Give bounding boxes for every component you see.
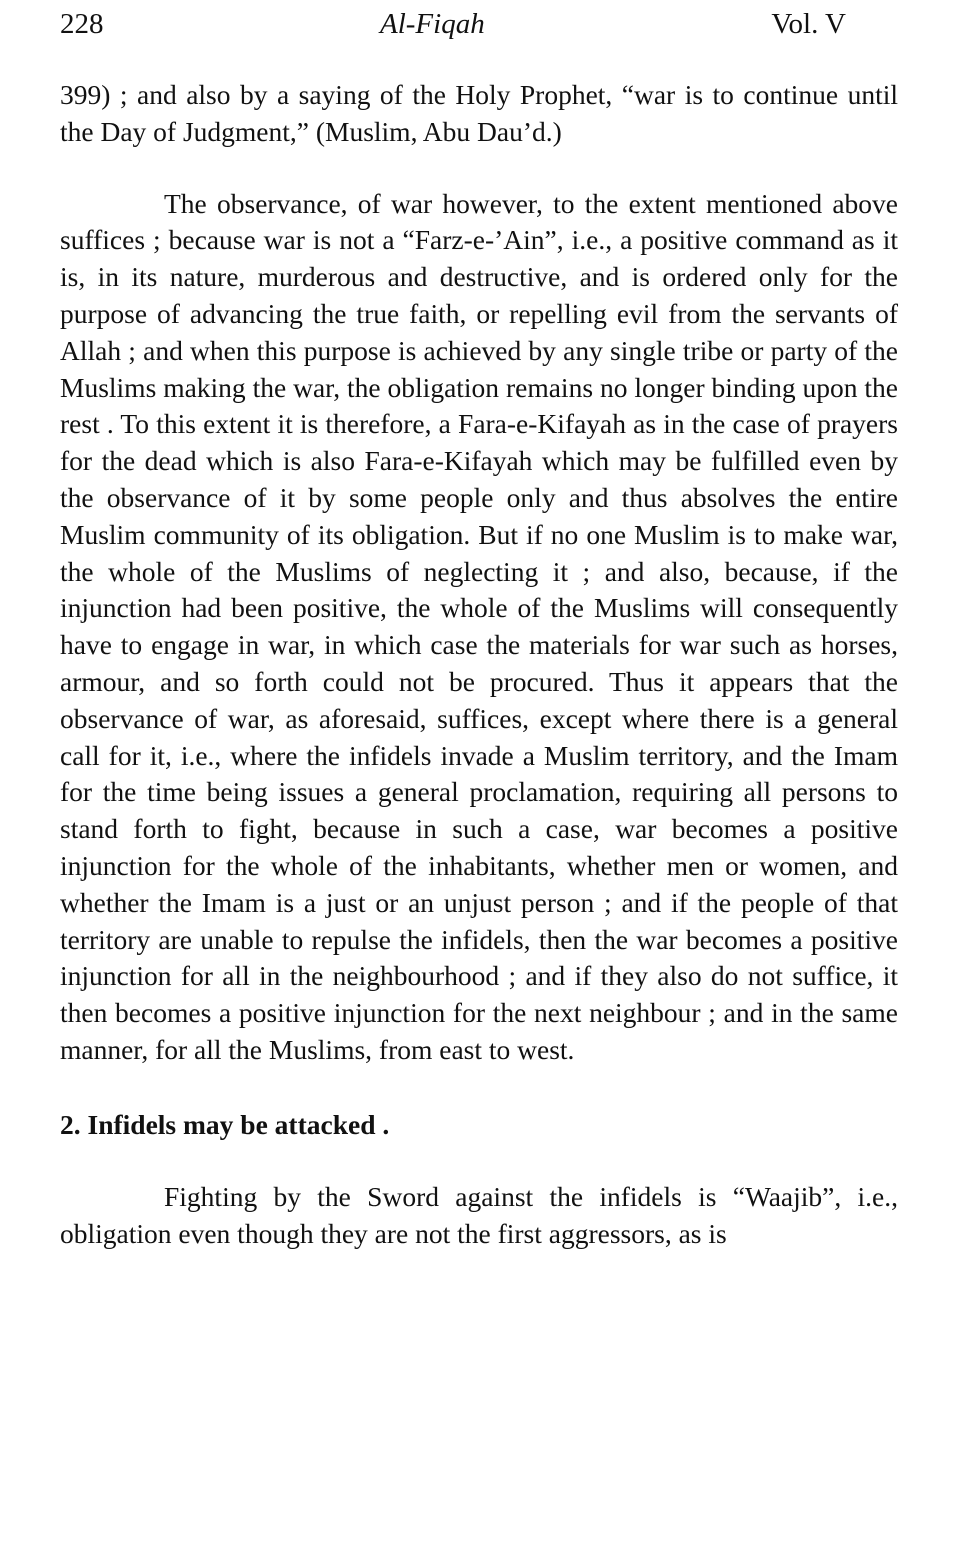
document-page xyxy=(60,0,898,1252)
page-number: 228 xyxy=(60,8,104,40)
volume-label: Vol. V xyxy=(771,8,846,40)
continuation-paragraph: 399) ; and also by a saying of the Holy Prophet, “war is to continue until the Day of Judgment,” (Muslim, Abu Dau’d.) xyxy=(60,79,898,147)
final-paragraph: Fighting by the Sword against the infidels is “Waajib”, i.e., obligation even though they are not the first aggressors, as is xyxy=(60,1180,898,1249)
book-title: Al-Fiqah xyxy=(380,8,485,40)
page-header xyxy=(60,0,898,48)
section-heading: 2. Infidels may be attacked . xyxy=(60,1108,390,1140)
main-paragraph: The observance, of war however, to the extent mentioned above suffices ; because war is not a “Farz-e-’Ain”, i.e., a positive command as it is, in its nature, murderous and destructive, and is ordered only for the purpose of advancing the true faith, or repelling evil from the servants of Allah ; and when this purpose is achieved by any single tribe or party of the Muslims making the war, the obligation remains no longer binding upon the rest . To this extent it is therefore, a Fara-e-Kifayah as in the case of prayers for the dead which is also Fara-e-Kifayah which may be fulfilled even by the observance of it by some people only and thus absolves the entire Muslim community of its obligation. But if no one Muslim is to make war, the whole of the Muslims of neglecting it ; and also, because, if the injunction had been positive, the whole of the Muslims will consequently have to engage in war, in which case the materials for war such as horses, armour, and so forth could not be procured. Thus it appears that the observance of war, as aforesaid, suffices, except where there is a general call for it, i.e., where the infidels invade a Muslim territory, and the Imam for the time being issues a general proclamation, requiring all persons to stand forth to fight, because in such a case, war becomes a positive injunction for the whole of the inhabitants, whether men or women, and whether the Imam is a just or an unjust person ; and if the people of that territory are unable to repulse the infidels, then the war becomes a positive injunction for all in the neighbourhood ; and if they also do not suffice, it then becomes a positive injunction for the next neighbour ; and in the same manner, for all the Muslims, from east to west. xyxy=(60,187,898,1065)
